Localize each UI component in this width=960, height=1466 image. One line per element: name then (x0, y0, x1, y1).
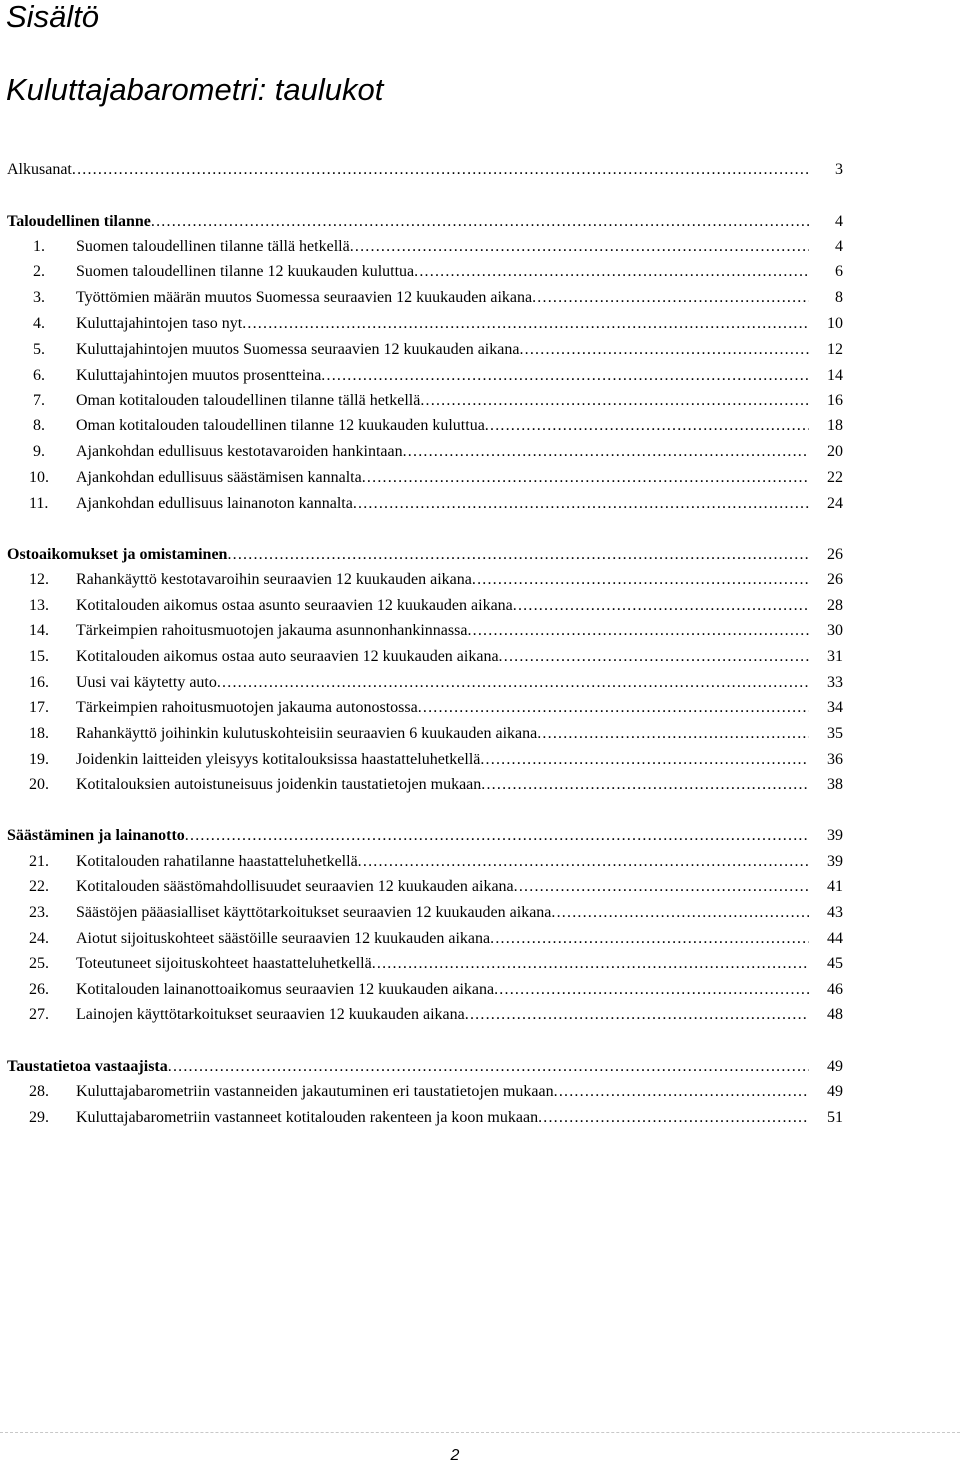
toc-entry[interactable] (7, 494, 843, 514)
toc-entry-number: 10. (29, 469, 49, 486)
toc-entry-label: Toteutuneet sijoituskohteet haastatteluhetkellä (76, 955, 372, 972)
dot-leader (185, 826, 809, 846)
toc-entry-number: 15. (29, 648, 49, 665)
toc-entry-number: 11. (29, 495, 49, 512)
toc-entry[interactable] (7, 416, 843, 436)
toc-entry-page: 12 (827, 341, 843, 358)
toc-entry[interactable] (7, 877, 843, 897)
toc-entry[interactable] (7, 468, 843, 488)
toc-entry[interactable] (7, 366, 843, 386)
toc-entry-number: 1. (33, 238, 45, 255)
toc-entry-number: 17. (29, 699, 49, 716)
toc-entry-page: 4 (835, 213, 843, 230)
toc-entry[interactable] (7, 237, 843, 257)
toc-entry-page: 39 (827, 827, 843, 844)
toc-entry-page: 26 (827, 571, 843, 588)
toc-entry-page: 44 (827, 930, 843, 947)
dot-leader (472, 570, 809, 590)
toc-entry-page: 41 (827, 878, 843, 895)
toc-entry-page: 26 (827, 546, 843, 563)
toc-entry-label: Kotitalouden aikomus ostaa auto seuraavien 12 kuukauden aikana (76, 648, 499, 665)
toc-entry[interactable] (7, 570, 843, 590)
toc-entry-label: Aiotut sijoituskohteet säästöille seuraavien 12 kuukauden aikana (76, 930, 491, 947)
toc-entry-page: 35 (827, 725, 843, 742)
dot-leader (358, 852, 809, 872)
document-subtitle: Kuluttajabarometri: taulukot (6, 72, 384, 107)
dot-leader (537, 724, 809, 744)
toc-section-title: Säästäminen ja lainanotto (7, 827, 185, 844)
dot-leader (353, 494, 809, 514)
dot-leader (321, 366, 809, 386)
dot-leader (217, 673, 809, 693)
toc-entry-number: 12. (29, 571, 49, 588)
toc-entry-page: 8 (835, 289, 843, 306)
toc-entry-number: 3. (33, 289, 45, 306)
toc-entry[interactable] (7, 288, 843, 308)
toc-entry-label: Joidenkin laitteiden yleisyys kotitalouksissa haastatteluhetkellä (76, 751, 481, 768)
toc-entry-label: Oman kotitalouden taloudellinen tilanne 12 kuukauden kuluttua (76, 417, 485, 434)
toc-entry[interactable] (7, 1005, 843, 1025)
dot-leader (414, 262, 809, 282)
toc-entry-page: 33 (827, 674, 843, 691)
toc-entry-page: 14 (827, 367, 843, 384)
toc-entry-page: 45 (827, 955, 843, 972)
dot-leader (242, 314, 809, 334)
toc-entry[interactable] (7, 1108, 843, 1128)
toc-entry-number: 26. (29, 981, 49, 998)
toc-entry-label: Kotitalouksien autoistuneisuus joidenkin taustatietojen mukaan (76, 776, 482, 793)
toc-entry-number: 6. (33, 367, 45, 384)
toc-entry-page: 36 (827, 751, 843, 768)
dot-leader (485, 416, 809, 436)
footer-divider (0, 1432, 960, 1433)
toc-entry[interactable] (7, 262, 843, 282)
dot-leader (481, 775, 809, 795)
toc-entry[interactable] (7, 1082, 843, 1102)
toc-entry[interactable] (7, 698, 843, 718)
toc-entry-page: 18 (827, 417, 843, 434)
toc-entry-number: 16. (29, 674, 49, 691)
toc-entry-page: 38 (827, 776, 843, 793)
toc-entry-number: 29. (29, 1109, 49, 1126)
toc-entry-page: 34 (827, 699, 843, 716)
toc-entry-page: 6 (835, 263, 843, 280)
dot-leader (467, 621, 809, 641)
toc-entry-number: 27. (29, 1006, 49, 1023)
dot-leader (418, 698, 809, 718)
toc-entry-page: 31 (827, 648, 843, 665)
toc-entry-label: Kotitalouden aikomus ostaa asunto seuraavien 12 kuukauden aikana (76, 597, 513, 614)
page-number: 2 (450, 1447, 460, 1464)
toc-entry-page: 30 (827, 622, 843, 639)
toc-entry-page: 20 (827, 443, 843, 460)
toc-entry-page: 4 (835, 238, 843, 255)
toc-entry-number: 19. (29, 751, 49, 768)
toc-entry[interactable] (7, 724, 843, 744)
toc-entry-label: Kuluttajahintojen taso nyt (76, 315, 243, 332)
toc-entry-page: 10 (827, 315, 843, 332)
toc-entry-page: 39 (827, 853, 843, 870)
dot-leader (514, 877, 809, 897)
toc-entry[interactable] (7, 750, 843, 770)
dot-leader (151, 212, 809, 232)
toc-entry-page: 43 (827, 904, 843, 921)
dot-leader (532, 288, 809, 308)
dot-leader (420, 391, 809, 411)
toc-entry-page: 22 (827, 469, 843, 486)
toc-entry-label: Tärkeimpien rahoitusmuotojen jakauma autonostossa (76, 699, 418, 716)
toc-entry-label: Ajankohdan edullisuus lainanoton kannalta (76, 495, 353, 512)
toc-entry-number: 24. (29, 930, 49, 947)
toc-entry-page: 49 (827, 1058, 843, 1075)
dot-leader (362, 468, 809, 488)
toc-entry-label: Rahankäyttö kestotavaroihin seuraavien 12 kuukauden aikana (76, 571, 472, 588)
toc-entry-page: 48 (827, 1006, 843, 1023)
toc-entry-label: Kuluttajabarometriin vastanneet kotitalouden rakenteen ja koon mukaan (76, 1109, 539, 1126)
toc-entry[interactable] (7, 673, 843, 693)
dot-leader (168, 1057, 809, 1077)
toc-entry[interactable] (7, 621, 843, 641)
toc-entry[interactable] (7, 852, 843, 872)
toc-entry-label: Kuluttajabarometriin vastanneiden jakautuminen eri taustatietojen mukaan (76, 1083, 554, 1100)
dot-leader (403, 442, 809, 462)
toc-entry[interactable] (7, 391, 843, 411)
dot-leader (372, 954, 809, 974)
dot-leader (350, 237, 809, 257)
toc-entry-number: 5. (33, 341, 45, 358)
toc-entry-number: 25. (29, 955, 49, 972)
dot-leader (513, 596, 809, 616)
toc-entry-page: 49 (827, 1083, 843, 1100)
dot-leader (490, 929, 809, 949)
toc-entry-label: Rahankäyttö joihinkin kulutuskohteisiin seuraavien 6 kuukauden aikana (76, 725, 538, 742)
toc-entry-page: 3 (835, 161, 843, 178)
dot-leader (480, 750, 809, 770)
page-title: Sisältö (6, 0, 100, 34)
toc-entry-page: 51 (827, 1109, 843, 1126)
toc-section-title: Taustatietoa vastaajista (7, 1058, 168, 1075)
toc-entry-label: Tärkeimpien rahoitusmuotojen jakauma asunnonhankinnassa (76, 622, 468, 639)
toc-entry-label: Oman kotitalouden taloudellinen tilanne tällä hetkellä (76, 392, 421, 409)
toc-entry-number: 14. (29, 622, 49, 639)
toc-entry[interactable] (7, 775, 843, 795)
dot-leader (72, 160, 809, 180)
toc-entry-number: 4. (33, 315, 45, 332)
toc-entry-label: Säästöjen pääasialliset käyttötarkoitukset seuraavien 12 kuukauden aikana (76, 904, 552, 921)
toc-entry-label: Alkusanat (7, 161, 72, 178)
toc-entry-label: Kuluttajahintojen muutos prosentteina (76, 367, 322, 384)
toc-entry-page: 24 (827, 495, 843, 512)
toc-entry-number: 8. (33, 417, 45, 434)
toc-entry[interactable] (7, 442, 843, 462)
toc-section-heading[interactable] (7, 545, 843, 565)
dot-leader (538, 1108, 809, 1128)
dot-leader (551, 903, 809, 923)
toc-entry-foreword[interactable] (7, 160, 843, 180)
toc-entry-number: 23. (29, 904, 49, 921)
toc-section-heading[interactable] (7, 826, 843, 846)
toc-entry-label: Kotitalouden lainanottoaikomus seuraavien 12 kuukauden aikana (76, 981, 495, 998)
toc-entry-label: Suomen taloudellinen tilanne 12 kuukauden kuluttua (76, 263, 415, 280)
toc-entry-number: 13. (29, 597, 49, 614)
toc-entry-label: Ajankohdan edullisuus säästämisen kannalta (76, 469, 362, 486)
toc-entry-label: Työttömien määrän muutos Suomessa seuraavien 12 kuukauden aikana (76, 289, 533, 306)
toc-entry-number: 28. (29, 1083, 49, 1100)
toc-entry-label: Uusi vai käytetty auto (76, 674, 217, 691)
toc-entry-number: 9. (33, 443, 45, 460)
toc-entry[interactable] (7, 314, 843, 334)
toc-entry-number: 18. (29, 725, 49, 742)
toc-entry-page: 28 (827, 597, 843, 614)
dot-leader (494, 980, 809, 1000)
toc-section-heading[interactable] (7, 212, 843, 232)
toc-entry-number: 7. (33, 392, 45, 409)
toc-entry-number: 2. (33, 263, 45, 280)
toc-entry[interactable] (7, 954, 843, 974)
toc-entry-number: 21. (29, 853, 49, 870)
dot-leader (465, 1005, 809, 1025)
toc-section-heading[interactable] (7, 1057, 843, 1077)
toc-entry-label: Kotitalouden säästömahdollisuudet seuraavien 12 kuukauden aikana (76, 878, 514, 895)
toc-entry[interactable] (7, 929, 843, 949)
toc-entry-page: 16 (827, 392, 843, 409)
toc-entry-label: Ajankohdan edullisuus kestotavaroiden hankintaan (76, 443, 403, 460)
dot-leader (519, 340, 809, 360)
toc-entry-number: 22. (29, 878, 49, 895)
toc-entry[interactable] (7, 903, 843, 923)
toc-section-title: Ostoaikomukset ja omistaminen (7, 546, 228, 563)
dot-leader (499, 647, 809, 667)
toc-entry-number: 20. (29, 776, 49, 793)
dot-leader (227, 545, 809, 565)
toc-entry-page: 46 (827, 981, 843, 998)
toc-entry[interactable] (7, 647, 843, 667)
toc-entry[interactable] (7, 980, 843, 1000)
toc-entry[interactable] (7, 340, 843, 360)
toc-entry-label: Lainojen käyttötarkoitukset seuraavien 12 kuukauden aikana (76, 1006, 465, 1023)
toc-entry[interactable] (7, 596, 843, 616)
dot-leader (554, 1082, 809, 1102)
toc-entry-label: Suomen taloudellinen tilanne tällä hetkellä (76, 238, 350, 255)
toc-entry-label: Kotitalouden rahatilanne haastatteluhetkellä (76, 853, 358, 870)
toc-entry-label: Kuluttajahintojen muutos Suomessa seuraavien 12 kuukauden aikana (76, 341, 520, 358)
toc-section-title: Taloudellinen tilanne (7, 213, 151, 230)
